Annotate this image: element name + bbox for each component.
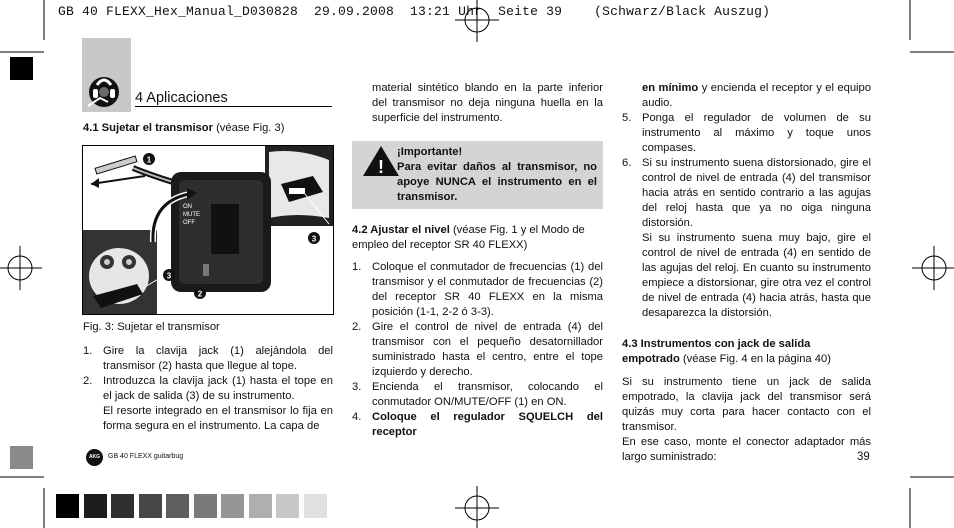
list-item: 6. Si su instrumento suena distorsionado, gire el control de nivel de entrada (4) del transmisor hacia atrás en sentido contrario a las agujas del reloj hasta que ya no oiga ninguna distorsión. Si su instrumento suena muy bajo, gire el control de nivel de entrada (4) en sentido de las agujas del reloj. En cuanto su instrumento empiece a distorsionar, gire otra vez el control de nivel de entrada (4) hacia atrás, hasta que desaparezca la distorsión. — [622, 157, 871, 319]
warning-text: Para evitar daños al transmisor, no apoye NUNCA el instrumento en el transmisor. — [397, 161, 597, 203]
registration-mark-top — [455, 0, 499, 42]
list-item: 1. Coloque el conmutador de frecuencias (1) del transmisor y el conmutador de frecuencias (2) del receptor SR 40 FLEXX en la misma posición (1-1, 2-2 ó 3-3). — [352, 261, 603, 318]
callout-2 — [194, 287, 206, 299]
page-number: 39 — [857, 451, 870, 463]
registration-mark-bottom — [455, 486, 499, 528]
akg-logo: AKG — [86, 449, 103, 466]
figure-3 — [82, 145, 334, 315]
gray-swatch — [249, 494, 272, 518]
column-3 — [622, 81, 871, 465]
list-item: 5. Ponga el regulador de volumen de su instrumento al máximo y toque unos compases. — [622, 112, 871, 154]
column-2-lower — [352, 223, 603, 440]
svg-text:2: 2 — [197, 289, 203, 299]
registration-mark-left — [0, 246, 42, 290]
switch-label-off: OFF — [183, 220, 195, 226]
svg-text:1: 1 — [146, 155, 152, 165]
registration-mark-right — [912, 246, 954, 290]
list-item: 2. Gire el control de nivel de entrada (4) del transmisor con el pequeño desatornillador suministrado hasta el centro, entre el tope izquierdo y derecho. — [352, 321, 603, 378]
column-1 — [83, 344, 333, 434]
black-square-mark — [10, 57, 33, 80]
paragraph-4-3-b: En ese caso, monte el conector adaptador más largo suministrado: — [622, 436, 871, 463]
list-item: 1. Gire la clavija jack (1) alejándola del transmisor (2) hasta que llegue al tope. — [83, 345, 333, 372]
figure-caption: Fig. 3: Sujetar el transmisor — [83, 321, 220, 333]
steps-4-1 — [83, 344, 333, 434]
switch-label-mute: MUTE — [183, 212, 200, 218]
paragraph-4-3-a: Si su instrumento tiene un jack de salida empotrado, la clavija jack del transmisor será quizás muy corta para hacer contacto con el transmisor. — [622, 376, 871, 433]
steps-4-2 — [352, 260, 603, 440]
section-title: 4 Aplicaciones — [135, 90, 228, 106]
guitarist-icon — [82, 38, 131, 112]
gray-swatch — [56, 494, 79, 518]
list-item: 4. Coloque el regulador SQUELCH del receptor — [352, 411, 603, 438]
footer-brand: GB 40 FLEXX guitarbug — [108, 453, 184, 460]
warning-box — [352, 141, 603, 209]
callout-3-right — [308, 232, 320, 244]
list-item: 2. Introduzca la clavija jack (1) hasta el tope en el jack de salida (3) de su instrumento. El resorte integrado en el transmisor lo fija en forma segura en el instrumento. La capa de — [83, 375, 333, 432]
section-title-rule — [135, 106, 332, 107]
print-header: GB 40 FLEXX_Hex_Manual_D030828 29.09.2008 13:21 Uhr Seite 39 (Schwarz/Black Auszug) — [58, 4, 771, 19]
step-4-continuation: en mínimo y encienda el receptor y el equipo audio. — [642, 82, 871, 109]
figure-3-illustration — [83, 146, 333, 314]
intro-text: material sintético blando en la parte inferior del transmisor no deja ninguna huella en la superficie del instrumento. — [372, 82, 603, 124]
chapter-thumb-tab — [82, 38, 131, 112]
gray-swatch — [276, 494, 299, 518]
subsection-4-3-heading: 4.3 Instrumentos con jack de salida empotrado (véase Fig. 4 en la página 40) — [622, 338, 831, 365]
gray-swatch — [111, 494, 134, 518]
list-item: 3. Encienda el transmisor, colocando el conmutador ON/MUTE/OFF (1) en ON. — [352, 381, 603, 408]
gray-swatch — [139, 494, 162, 518]
svg-text:!: ! — [378, 157, 384, 177]
callout-1 — [143, 153, 155, 165]
svg-text:3: 3 — [311, 234, 317, 244]
switch-label-on: ON — [183, 204, 192, 210]
gray-swatch — [166, 494, 189, 518]
callout-3-left — [163, 269, 175, 281]
svg-text:3: 3 — [166, 271, 172, 281]
column-2 — [352, 81, 603, 126]
gray-swatch — [194, 494, 217, 518]
gray-swatch — [304, 494, 327, 518]
gray-square-mark — [10, 446, 33, 469]
warning-icon — [362, 145, 400, 177]
steps-4-2-cont — [622, 111, 871, 321]
gray-swatch — [221, 494, 244, 518]
gray-swatch — [84, 494, 107, 518]
warning-title: ¡Importante! — [397, 146, 463, 158]
subsection-4-1-heading: 4.1 Sujetar el transmisor (véase Fig. 3) — [83, 122, 285, 134]
subsection-4-2-heading: 4.2 Ajustar el nivel (véase Fig. 1 y el Modo de empleo del receptor SR 40 FLEXX) — [352, 224, 585, 251]
